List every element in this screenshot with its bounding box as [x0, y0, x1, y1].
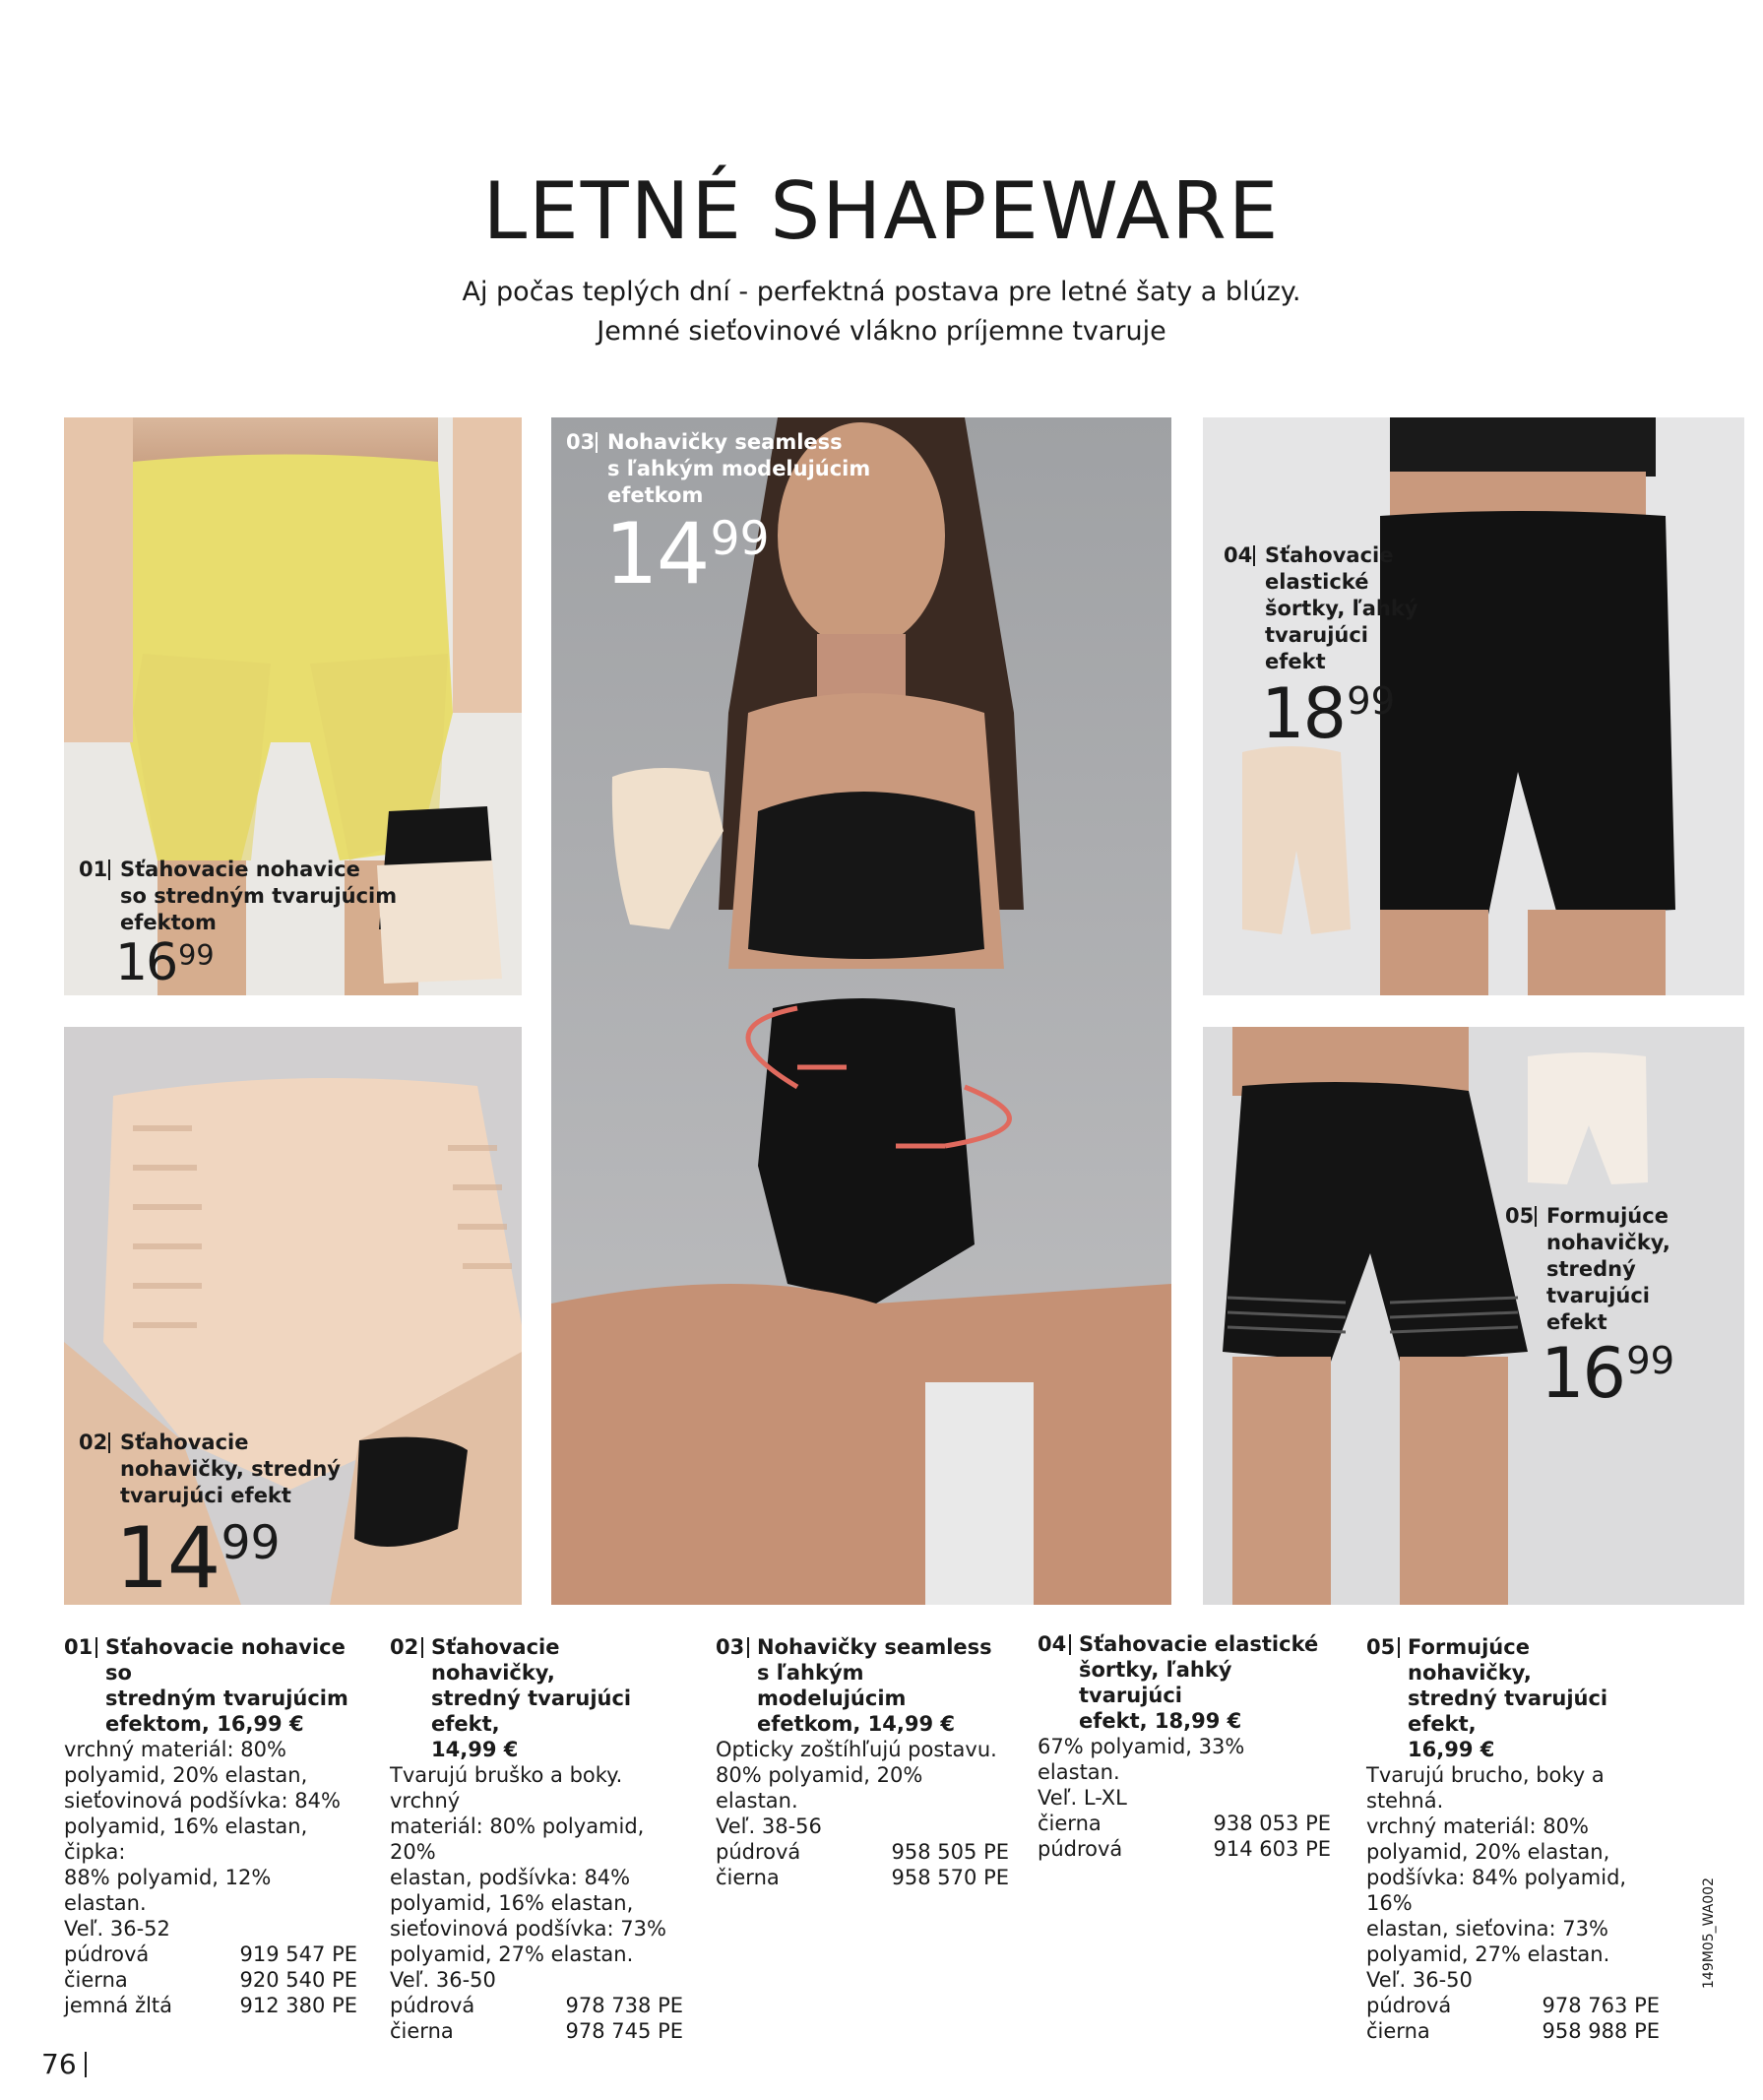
callout-line: tvarujúci — [1265, 623, 1368, 647]
spec-05 — [1366, 1634, 1660, 2044]
price-03 — [604, 505, 770, 604]
callout-line: tvarujúci — [1546, 1284, 1650, 1307]
page-number-value: 76 — [41, 2048, 77, 2080]
price-05 — [1541, 1333, 1675, 1414]
callout-line: Sťahovacie — [1265, 543, 1394, 567]
variant-row — [1366, 2018, 1660, 2044]
callout-line: Nohavičky seamless — [607, 430, 843, 454]
callout-number: 04 — [1224, 543, 1253, 567]
spec-body — [64, 1737, 357, 1941]
spec-heading-line: efektom, 16,99 € — [105, 1712, 304, 1736]
variant-code: 958 988 PE — [1542, 2019, 1660, 2043]
spec-heading — [1038, 1631, 1331, 1734]
spec-heading-line: stredný tvarujúci efekt, — [1408, 1686, 1608, 1736]
variant-row — [64, 1967, 357, 1993]
spec-text: elastan, podšívka: 84% — [390, 1866, 631, 1889]
variant-color: jemná žltá — [64, 1994, 173, 2017]
spec-body — [716, 1737, 1009, 1839]
callout-line: efekt — [1546, 1310, 1607, 1334]
spec-text: Veľ. 36-50 — [390, 1968, 496, 1992]
page-title: LETNÉ SHAPEWARE — [482, 165, 1281, 257]
spec-heading-line: s ľahkým modelujúcim — [757, 1661, 907, 1710]
callout-line: tvarujúci efekt — [120, 1484, 291, 1507]
callout-02 — [79, 1430, 341, 1509]
callout-04 — [1224, 542, 1418, 675]
callout-05 — [1505, 1203, 1670, 1336]
callout-line: Sťahovacie — [120, 1431, 249, 1454]
variant-color: čierna — [1038, 1812, 1102, 1835]
callout-line: nohavičky, — [1546, 1231, 1670, 1254]
spec-heading-line: 14,99 € — [431, 1738, 519, 1761]
spec-text: materiál: 80% polyamid, 20% — [390, 1814, 645, 1864]
spec-text: Opticky zoštíhľujú postavu. — [716, 1738, 997, 1761]
variant-color: púdrová — [1366, 1994, 1452, 2017]
price-main: 16 — [115, 933, 177, 992]
callout-line: so stredným tvarujúcim — [120, 884, 398, 908]
variant-color: čierna — [390, 2019, 454, 2043]
spec-text: polyamid, 27% elastan. — [390, 1942, 634, 1966]
spec-text: Veľ. 38-56 — [716, 1814, 822, 1838]
variant-color: púdrová — [390, 1994, 475, 2017]
variant-row — [1366, 1993, 1660, 2018]
variant-code: 920 540 PE — [239, 1968, 357, 1992]
spec-text: Tvarujú bruško a boky. vrchný — [390, 1763, 623, 1813]
spec-text: sieťovinová podšívka: 84% — [64, 1789, 341, 1813]
spec-heading-line: Sťahovacie elastické — [1079, 1632, 1319, 1656]
spec-text: polyamid, 20% elastan, — [64, 1763, 308, 1787]
spec-text: sieťovinová podšívka: 73% — [390, 1917, 666, 1941]
callout-line: s ľahkým modelujúcim — [607, 457, 871, 480]
price-04 — [1261, 673, 1396, 754]
spec-number: 02 — [390, 1635, 419, 1659]
spec-text: elastan, sieťovina: 73% — [1366, 1917, 1608, 1941]
price-cents: 99 — [1347, 679, 1396, 724]
variant-row — [64, 1941, 357, 1967]
spec-text: podšívka: 84% polyamid, 16% — [1366, 1866, 1627, 1915]
spec-heading-line: stredný tvarujúci efekt, — [431, 1686, 632, 1736]
variant-row — [716, 1839, 1009, 1865]
price-02 — [115, 1509, 281, 1608]
price-cents: 99 — [710, 512, 770, 566]
callout-number: 05 — [1505, 1204, 1535, 1228]
variant-color: čierna — [716, 1866, 780, 1889]
page-number — [41, 2048, 87, 2080]
spec-text: Veľ. L-XL — [1038, 1786, 1127, 1810]
spec-heading-line: efekt, 18,99 € — [1079, 1709, 1242, 1733]
spec-heading-line: Sťahovacie nohavice so — [105, 1635, 346, 1685]
spec-text: 67% polyamid, 33% elastan. — [1038, 1735, 1245, 1784]
spec-heading-line: efetkom, 14,99 € — [757, 1712, 956, 1736]
spec-number: 04 — [1038, 1632, 1067, 1656]
variant-color: púdrová — [716, 1840, 801, 1864]
variant-row — [1038, 1836, 1331, 1862]
spec-text: Veľ. 36-50 — [1366, 1968, 1473, 1992]
callout-number: 03 — [566, 430, 596, 454]
variant-code: 978 745 PE — [565, 2019, 683, 2043]
callout-line: Sťahovacie nohavice — [120, 858, 360, 881]
spec-body — [1038, 1734, 1331, 1811]
price-cents: 99 — [1626, 1339, 1675, 1383]
variant-code: 958 505 PE — [891, 1840, 1009, 1864]
variant-code: 978 763 PE — [1542, 1994, 1660, 2017]
spec-heading-line: stredným tvarujúcim — [105, 1686, 348, 1710]
callout-line: nohavičky, stredný — [120, 1457, 341, 1481]
spec-text: polyamid, 20% elastan, — [1366, 1840, 1610, 1864]
spec-heading-line: Nohavičky seamless — [757, 1635, 992, 1659]
catalog-code: 149M05_WA002 — [1701, 1877, 1717, 1989]
spec-number: 03 — [716, 1635, 745, 1659]
spec-heading — [716, 1634, 1009, 1737]
spec-text: Tvarujú brucho, boky a stehná. — [1366, 1763, 1605, 1813]
subtitle-line-1: Aj počas teplých dní - perfektná postava pre letné šaty a blúzy. — [462, 277, 1301, 307]
price-cents: 99 — [220, 1516, 281, 1570]
variant-code: 978 738 PE — [565, 1994, 683, 2017]
spec-02 — [390, 1634, 683, 2044]
spec-01 — [64, 1634, 357, 2018]
spec-text: Veľ. 36-52 — [64, 1917, 170, 1941]
spec-heading — [64, 1634, 357, 1737]
spec-text: vrchný materiál: 80% — [1366, 1814, 1589, 1838]
spec-heading-line: šortky, ľahký tvarujúci — [1079, 1658, 1232, 1707]
page-subtitle — [0, 273, 1763, 351]
spec-text: polyamid, 16% elastan, čipka: — [64, 1814, 308, 1864]
variant-color: púdrová — [1038, 1837, 1123, 1861]
price-main: 14 — [115, 1509, 220, 1608]
variant-color: púdrová — [64, 1942, 150, 1966]
callout-line: elastické — [1265, 570, 1369, 594]
spec-heading — [1366, 1634, 1660, 1762]
spec-text: polyamid, 27% elastan. — [1366, 1942, 1610, 1966]
callout-number: 02 — [79, 1431, 108, 1454]
variant-code: 919 547 PE — [239, 1942, 357, 1966]
callout-line: Formujúce — [1546, 1204, 1669, 1228]
subtitle-line-2: Jemné sieťovinové vlákno príjemne tvaruje — [597, 316, 1166, 347]
callout-03 — [566, 429, 871, 509]
spec-03 — [716, 1634, 1009, 1890]
price-cents: 99 — [178, 938, 215, 972]
callout-line: efetkom — [607, 483, 704, 507]
price-01 — [115, 933, 215, 992]
variant-row — [390, 2018, 683, 2044]
spec-text: vrchný materiál: 80% — [64, 1738, 286, 1761]
spec-text: 80% polyamid, 20% elastan. — [716, 1763, 923, 1813]
variant-row — [1038, 1811, 1331, 1836]
spec-04 — [1038, 1631, 1331, 1862]
spec-number: 05 — [1366, 1635, 1396, 1659]
callout-line: efekt — [1265, 650, 1326, 673]
callout-line: šortky, ľahký — [1265, 597, 1418, 620]
variant-code: 938 053 PE — [1213, 1812, 1331, 1835]
callout-01 — [79, 857, 398, 936]
variant-row — [64, 1993, 357, 2018]
callout-line: efektom — [120, 911, 217, 934]
price-main: 14 — [604, 505, 709, 604]
variant-color: čierna — [1366, 2019, 1430, 2043]
price-main: 16 — [1541, 1333, 1625, 1414]
variant-code: 914 603 PE — [1213, 1837, 1331, 1861]
variant-code: 912 380 PE — [239, 1994, 357, 2017]
spec-body — [390, 1762, 683, 1993]
variant-row — [390, 1993, 683, 2018]
variant-color: čierna — [64, 1968, 128, 1992]
callout-line: stredný — [1546, 1257, 1636, 1281]
spec-text: polyamid, 16% elastan, — [390, 1891, 634, 1915]
spec-heading-line: Formujúce nohavičky, — [1408, 1635, 1532, 1685]
callout-number: 01 — [79, 858, 108, 881]
spec-heading-line: 16,99 € — [1408, 1738, 1495, 1761]
spec-heading-line: Sťahovacie nohavičky, — [431, 1635, 560, 1685]
spec-number: 01 — [64, 1635, 94, 1659]
spec-text: 88% polyamid, 12% elastan. — [64, 1866, 272, 1915]
spec-heading — [390, 1634, 683, 1762]
spec-body — [1366, 1762, 1660, 1993]
variant-row — [716, 1865, 1009, 1890]
variant-code: 958 570 PE — [891, 1866, 1009, 1889]
price-main: 18 — [1261, 673, 1346, 754]
